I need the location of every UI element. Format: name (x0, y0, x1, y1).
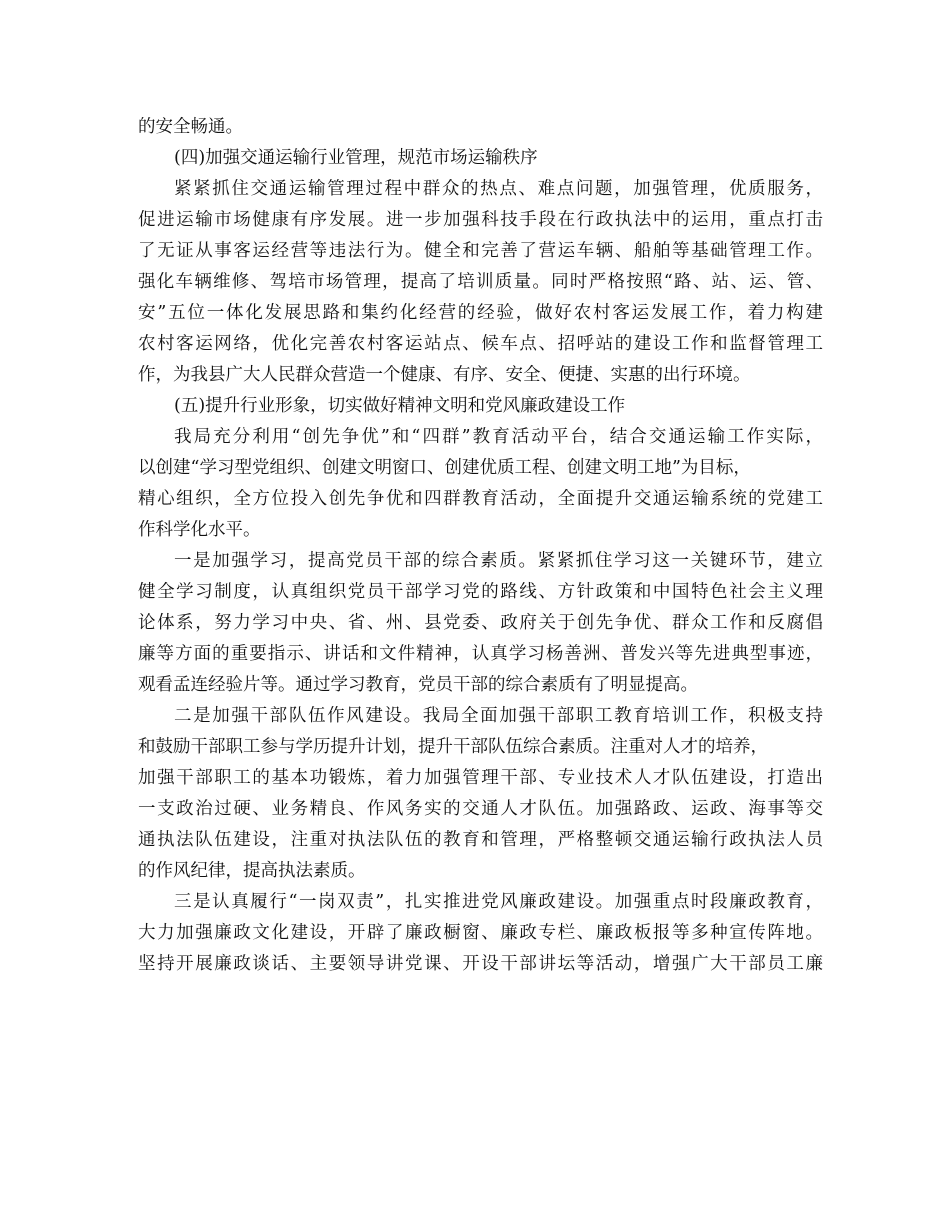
text-line: 加强干部职工的基本功锻炼，着力加强管理干部、专业技术人才队伍建设，打造出 (138, 768, 823, 788)
section-heading: (五)提升行业形象，切实做好精神文明和党风廉政建设工作 (174, 396, 626, 416)
text-line: 精心组织，全方位投入创先争优和四群教育活动，全面提升交通运输系统的党建工 (138, 489, 823, 509)
text-line: 二是加强干部队伍作风建设。我局全面加强干部职工教育培训工作，积极支持 (174, 706, 823, 726)
text-line: 一是加强学习，提高党员干部的综合素质。紧紧抓住学习这一关键环节，建立 (174, 551, 823, 571)
text-line: 健全学习制度，认真组织党员干部学习党的路线、方针政策和中国特色社会主义理 (138, 582, 823, 602)
text-line: 我局充分利用“创先争优”和“四群”教育活动平台，结合交通运输工作实际， (174, 427, 823, 447)
text-line: 坚持开展廉政谈话、主要领导讲党课、开设干部讲坛等活动，增强广大干部员工廉 (138, 954, 823, 974)
text-line: 的安全畅通。 (138, 117, 243, 137)
text-line: 论体系，努力学习中央、省、州、县党委、政府关于创先争优、群众工作和反腐倡 (138, 613, 823, 633)
text-line: 促进运输市场健康有序发展。进一步加强科技手段在行政执法中的运用，重点打击 (138, 210, 823, 230)
text-line: 三是认真履行“一岗双责”，扎实推进党风廉政建设。加强重点时段廉政教育， (174, 892, 823, 912)
text-line: 通执法队伍建设，注重对执法队伍的教育和管理，严格整顿交通运输行政执法人员 (138, 830, 823, 850)
text-line: 的作风纪律，提高执法素质。 (138, 861, 366, 881)
text-line: 安”五位一体化发展思路和集约化经营的经验，做好农村客运发展工作，着力构建 (138, 303, 823, 323)
text-line: 廉等方面的重要指示、讲话和文件精神，认真学习杨善洲、普发兴等先进典型事迹， (138, 644, 823, 664)
text-line: 观看孟连经验片等。通过学习教育，党员干部的综合素质有了明显提高。 (138, 675, 698, 695)
section-heading: (四)加强交通运输行业管理，规范市场运输秩序 (174, 148, 538, 168)
text-line: 了无证从事客运经营等违法行为。健全和完善了营运车辆、船舶等基础管理工作。 (138, 241, 823, 261)
document-body (138, 112, 823, 980)
text-line: 作科学化水平。 (138, 520, 261, 540)
text-line: 以创建“学习型党组织、创建文明窗口、创建优质工程、创建文明工地”为目标， (138, 458, 751, 478)
text-line: 大力加强廉政文化建设，开辟了廉政橱窗、廉政专栏、廉政板报等多种宣传阵地。 (138, 923, 823, 943)
text-line: 一支政治过硬、业务精良、作风务实的交通人才队伍。加强路政、运政、海事等交 (138, 799, 823, 819)
text-line: 和鼓励干部职工参与学历提升计划，提升干部队伍综合素质。注重对人才的培养， (138, 737, 768, 757)
text-line: 紧紧抓住交通运输管理过程中群众的热点、难点问题，加强管理，优质服务， (174, 179, 823, 199)
text-line: 作，为我县广大人民群众营造一个健康、有序、安全、便捷、实惠的出行环境。 (138, 365, 751, 385)
text-line: 农村客运网络，优化完善农村客运站点、候车点、招呼站的建设工作和监督管理工 (138, 334, 823, 354)
text-line: 强化车辆维修、驾培市场管理，提高了培训质量。同时严格按照“路、站、运、管、 (138, 272, 823, 292)
